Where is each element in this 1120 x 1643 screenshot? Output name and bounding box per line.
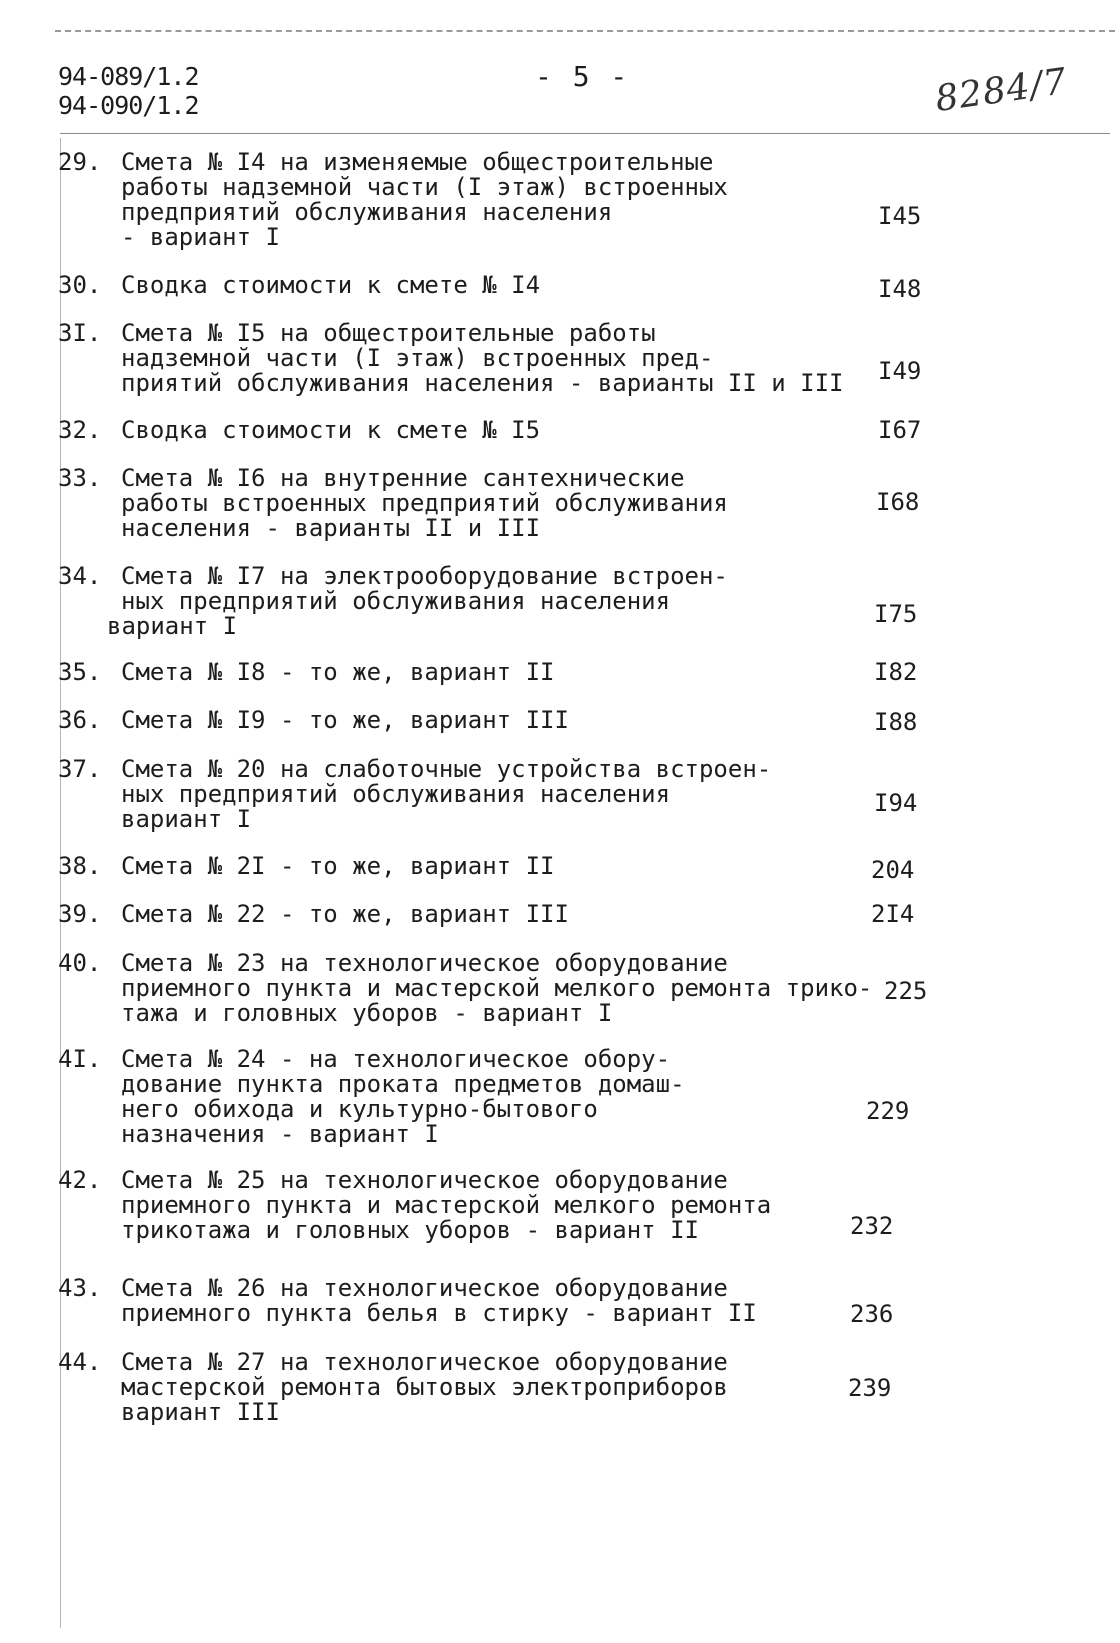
entry-number: 37. [58, 755, 102, 783]
entry-number: 42. [58, 1166, 102, 1194]
entry-text-line: - вариант I [121, 223, 280, 251]
entry-page: I45 [878, 202, 922, 230]
entry-number: 29. [58, 148, 102, 176]
entry-text-line: Смета № I7 на электрооборудование встроен- [121, 562, 728, 590]
entry-text-line: работы надземной части (I этаж) встроенных [121, 173, 728, 201]
entry-number: 30. [58, 271, 102, 299]
entry-page: I94 [874, 789, 918, 817]
entry-text-line: населения - варианты II и III [121, 514, 541, 542]
entry-text-line: Смета № 22 - то же, вариант III [121, 900, 569, 928]
entry-text-line: Смета № I5 на общестроительные работы [121, 319, 656, 347]
entry-text-line: Смета № 27 на технологическое оборудование [121, 1348, 728, 1376]
entry-page: I82 [874, 658, 918, 686]
margin-line [60, 138, 61, 1628]
entry-number: 43. [58, 1274, 102, 1302]
entry-page: 239 [848, 1374, 892, 1402]
entry-page: 225 [884, 977, 928, 1005]
entry-text-line: ных предприятий обслуживания населения [121, 780, 671, 808]
entry-text-line: Смета № 23 на технологическое оборудование [121, 949, 728, 977]
entry-text-line: Смета № 25 на технологическое оборудование [121, 1166, 728, 1194]
entry-number: 32. [58, 416, 102, 444]
header-rule [60, 133, 1110, 134]
entry-text-line: дование пункта проката предметов домаш- [121, 1070, 685, 1098]
entry-page: 2I4 [871, 900, 915, 928]
entry-text-line: Смета № 2I - то же, вариант II [121, 852, 555, 880]
entry-text-line: надземной части (I этаж) встроенных пред- [121, 344, 714, 372]
entry-text-line: Смета № I4 на изменяемые общестроительные [121, 148, 714, 176]
entry-text-line: ных предприятий обслуживания населения [121, 587, 671, 615]
entry-text-line: тажа и головных уборов - вариант I [121, 999, 613, 1027]
entry-text-line: трикотажа и головных уборов - вариант II [121, 1216, 699, 1244]
entry-text-line: назначения - вариант I [121, 1120, 439, 1148]
entry-page: 236 [850, 1300, 894, 1328]
entry-text-line: Смета № I8 - то же, вариант II [121, 658, 555, 686]
entry-text-line: Сводка стоимости к смете № I5 [121, 416, 541, 444]
entry-page: I48 [878, 275, 922, 303]
document-codes [58, 62, 199, 120]
document-code: 94-089/1.2 [58, 62, 199, 91]
entry-number: 40. [58, 949, 102, 977]
entry-page: I67 [878, 416, 922, 444]
entry-number: 44. [58, 1348, 102, 1376]
entry-number: 33. [58, 464, 102, 492]
entry-text-line: Смета № 20 на слаботочные устройства встроен- [121, 755, 772, 783]
entry-number: 4I. [58, 1045, 102, 1073]
entry-number: 3I. [58, 319, 102, 347]
entry-page: 232 [850, 1212, 894, 1240]
entry-text-line: вариант I [107, 612, 238, 640]
entry-text-line: Смета № I9 - то же, вариант III [121, 706, 569, 734]
entry-text-line: приемного пункта белья в стирку - вариант II [121, 1299, 757, 1327]
entry-text-line: приятий обслуживания населения - варианты II и III [121, 369, 844, 397]
entry-page: I75 [874, 600, 918, 628]
entry-page: I49 [878, 357, 922, 385]
entry-number: 38. [58, 852, 102, 880]
entry-text-line: Смета № 26 на технологическое оборудование [121, 1274, 728, 1302]
entry-page: 204 [871, 856, 915, 884]
entry-text-line: вариант III [121, 1398, 280, 1426]
entry-text-line: мастерской ремонта бытовых электроприборов [121, 1373, 728, 1401]
entry-text-line: вариант I [121, 805, 252, 833]
archive-mark: 8284/7 [932, 60, 1070, 121]
entry-text-line: него обихода и культурно-бытового [121, 1095, 598, 1123]
page-number: - 5 - [535, 60, 630, 93]
entry-number: 36. [58, 706, 102, 734]
entry-page: I68 [876, 488, 920, 516]
document-code: 94-090/1.2 [58, 91, 199, 120]
entry-page: 229 [866, 1097, 910, 1125]
entry-page: I88 [874, 708, 918, 736]
entry-number: 39. [58, 900, 102, 928]
entry-number: 35. [58, 658, 102, 686]
entry-text-line: приемного пункта и мастерской мелкого ремонта трико- [121, 974, 873, 1002]
entry-text-line: работы встроенных предприятий обслуживания [121, 489, 728, 517]
entry-text-line: предприятий обслуживания населения [121, 198, 613, 226]
top-dashed-rule [55, 30, 1115, 32]
entry-text-line: Смета № I6 на внутренние сантехнические [121, 464, 685, 492]
entry-number: 34. [58, 562, 102, 590]
entry-text-line: приемного пункта и мастерской мелкого ремонта [121, 1191, 772, 1219]
entry-text-line: Смета № 24 - на технологическое обору- [121, 1045, 671, 1073]
entry-text-line: Сводка стоимости к смете № I4 [121, 271, 541, 299]
